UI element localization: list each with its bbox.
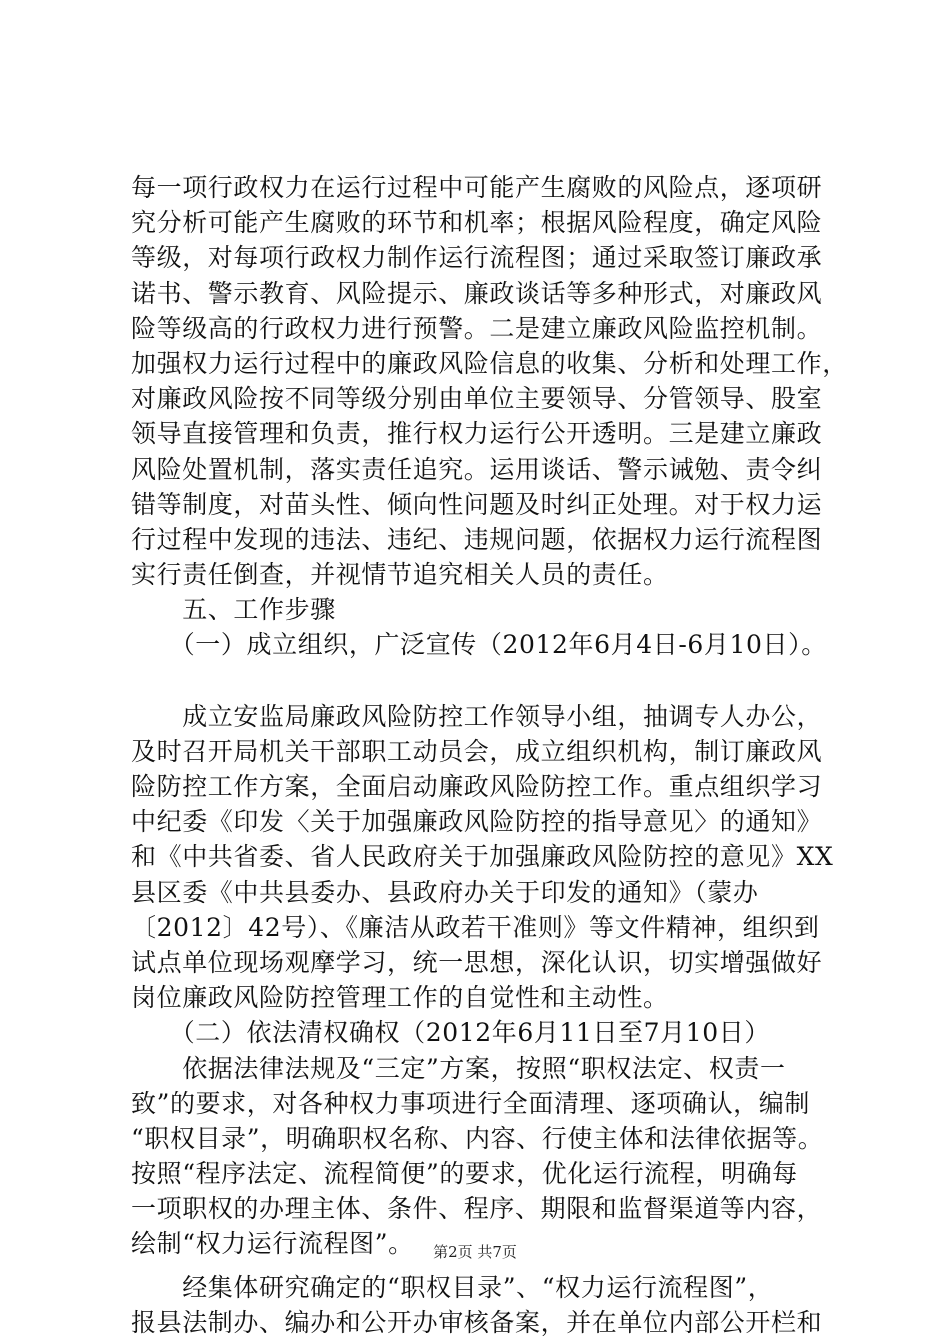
text-line: 险等级高的行政权力进行预警。二是建立廉政风险监控机制。 [131, 313, 823, 343]
text-line: 及时召开局机关干部职工动员会，成立组织机构，制订廉政风 [131, 736, 823, 766]
text-line: 实行责任倒查，并视情节追究相关人员的责任。 [131, 560, 669, 590]
text-line: 和《中共省委、省人民政府关于加强廉政风险防控的意见》XX [131, 842, 834, 872]
subsection-heading: （二）依法清权确权（2012年6月11日至7月10日） [131, 1018, 770, 1048]
text-line: 错等制度，对苗头性、倾向性问题及时纠正处理。对于权力运 [131, 489, 823, 519]
text-line: 诺书、警示教育、风险提示、廉政谈话等多种形式，对廉政风 [131, 278, 823, 308]
text-line: 岗位廉政风险防控管理工作的自觉性和主动性。 [131, 983, 669, 1013]
text-line: 依据法律法规及“三定”方案，按照“职权法定、权责一 [131, 1053, 786, 1083]
text-line: 试点单位现场观摩学习，统一思想，深化认识，切实增强做好 [131, 947, 823, 977]
text-line: 对廉政风险按不同等级分别由单位主要领导、分管领导、股室 [131, 384, 823, 414]
text-line: 行过程中发现的违法、违纪、违规问题，依据权力运行流程图 [131, 524, 823, 554]
text-line: 领导直接管理和负责，推行权力运行公开透明。三是建立廉政 [131, 419, 823, 449]
text-line: 成立安监局廉政风险防控工作领导小组，抽调专人办公， [131, 701, 823, 731]
text-line: 致”的要求，对各种权力事项进行全面清理、逐项确认，编制 [131, 1088, 810, 1118]
text-line: 风险处置机制，落实责任追究。运用谈话、警示诫勉、责令纠 [131, 454, 823, 484]
text-line: 究分析可能产生腐败的环节和机率；根据风险程度，确定风险 [131, 208, 823, 238]
text-line: 绘制“权力运行流程图”。 [131, 1229, 414, 1259]
text-line: 经集体研究确定的“职权目录”、“权力运行流程图”， [131, 1272, 774, 1302]
document-body [131, 170, 851, 1340]
text-line: 等级，对每项行政权力制作运行流程图；通过采取签订廉政承 [131, 243, 823, 273]
text-line: 按照“程序法定、流程简便”的要求，优化运行流程，明确每 [131, 1159, 798, 1189]
text-line: “职权目录”，明确职权名称、内容、行使主体和法律依据等。 [131, 1123, 824, 1153]
text-line: 中纪委《印发〈关于加强廉政风险防控的指导意见〉的通知》 [131, 807, 823, 837]
text-line: 〔2012〕42号）、《廉洁从政若干准则》等文件精神，组织到 [131, 912, 820, 942]
text-line: 报县法制办、编办和公开办审核备案，并在单位内部公开栏和 [131, 1307, 823, 1337]
text-line: 险防控工作方案，全面启动廉政风险防控工作。重点组织学习 [131, 772, 823, 801]
text-line: 每一项行政权力在运行过程中可能产生腐败的风险点，逐项研 [131, 173, 823, 202]
subsection-heading: （一）成立组织，广泛宣传（2012年6月4日-6月10日）。 [131, 630, 827, 660]
text-line: 加强权力运行过程中的廉政风险信息的收集、分析和处理工作， [131, 348, 848, 378]
text-line: 一项职权的办理主体、条件、程序、期限和监督渠道等内容， [131, 1194, 823, 1224]
section-heading: 五、工作步骤 [131, 595, 336, 625]
page-number-footer: 第2页 共7页 [433, 1243, 517, 1261]
text-line: 县区委《中共县委办、县政府办关于印发的通知》（蒙办 [131, 877, 759, 907]
